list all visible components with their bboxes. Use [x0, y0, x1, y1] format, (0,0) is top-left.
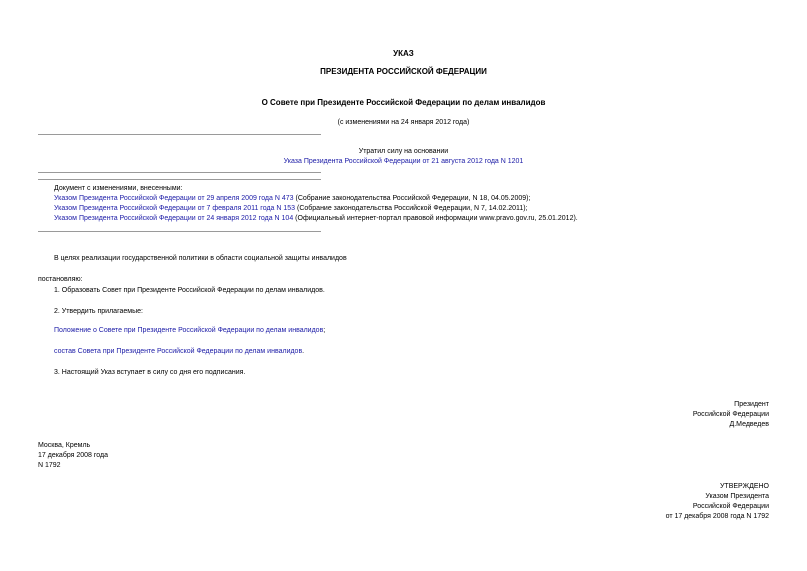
resolve-text: постановляю:	[38, 276, 83, 283]
repeal-label: Утратил силу на основании	[358, 148, 449, 155]
article-1: 1. Образовать Совет при Президенте Российской Федерации по делам инвалидов.	[54, 287, 325, 294]
amendment-link[interactable]: Указом Президента Российской Федерации от 24 января 2012 года N 104	[54, 215, 294, 222]
place: Москва, Кремль	[38, 442, 91, 449]
revision-note: (с изменениями на 24 января 2012 года)	[337, 119, 470, 126]
issuer: ПРЕЗИДЕНТА РОССИЙСКОЙ ФЕДЕРАЦИИ	[320, 67, 487, 76]
divider	[38, 231, 321, 232]
punctuation: .	[302, 348, 305, 355]
sign-date: 17 декабря 2008 года	[38, 452, 109, 459]
composition-link[interactable]: состав Совета при Президенте Российской Федерации по делам инвалидов	[54, 348, 303, 355]
divider	[38, 172, 321, 173]
repeal-link[interactable]: Указа Президента Российской Федерации от 21 августа 2012 года N 1201	[283, 158, 524, 165]
amendment-source: (Собрание законодательства Российской Федерации, N 18, 04.05.2009);	[293, 195, 531, 202]
purpose-text: В целях реализации государственной политики в области социальной защиты инвалидов	[54, 255, 347, 262]
article-3: 3. Настоящий Указ вступает в силу со дня его подписания.	[54, 369, 246, 376]
approved-item-regulation	[54, 326, 325, 336]
list-item	[54, 214, 578, 224]
decree-number: N 1792	[38, 462, 61, 469]
amendment-link[interactable]: Указом Президента Российской Федерации от 29 апреля 2009 года N 473	[54, 195, 294, 202]
punctuation: ;	[323, 327, 326, 334]
amendment-source: (Собрание законодательства Российской Федерации, N 7, 14.02.2011);	[295, 205, 528, 212]
signature-title: Президент	[734, 401, 769, 408]
approved-item-composition	[54, 347, 304, 357]
article-2: 2. Утвердить прилагаемые:	[54, 308, 143, 315]
list-item	[54, 194, 530, 204]
doc-type: УКАЗ	[393, 49, 414, 58]
amendment-link[interactable]: Указом Президента Российской Федерации от 7 февраля 2011 года N 153	[54, 205, 296, 212]
regulation-link[interactable]: Положение о Совете при Президенте Российской Федерации по делам инвалидов	[54, 327, 324, 334]
signature-country: Российской Федерации	[692, 411, 769, 418]
divider	[38, 179, 321, 180]
amendments-intro: Документ с изменениями, внесенными:	[54, 185, 183, 192]
signature-name: Д.Медведев	[729, 421, 769, 428]
document-title: О Совете при Президенте Российской Федерации по делам инвалидов	[261, 98, 546, 107]
approved-stamp-line: Указом Президента	[705, 493, 769, 500]
approved-stamp-date: от 17 декабря 2008 года N 1792	[665, 513, 769, 520]
approved-stamp-title: УТВЕРЖДЕНО	[719, 483, 769, 490]
amendment-source: (Официальный интернет-портал правовой информации www.pravo.gov.ru, 25.01.2012).	[293, 215, 578, 222]
divider	[38, 134, 321, 135]
list-item	[54, 204, 528, 214]
approved-stamp-line: Российской Федерации	[692, 503, 769, 510]
